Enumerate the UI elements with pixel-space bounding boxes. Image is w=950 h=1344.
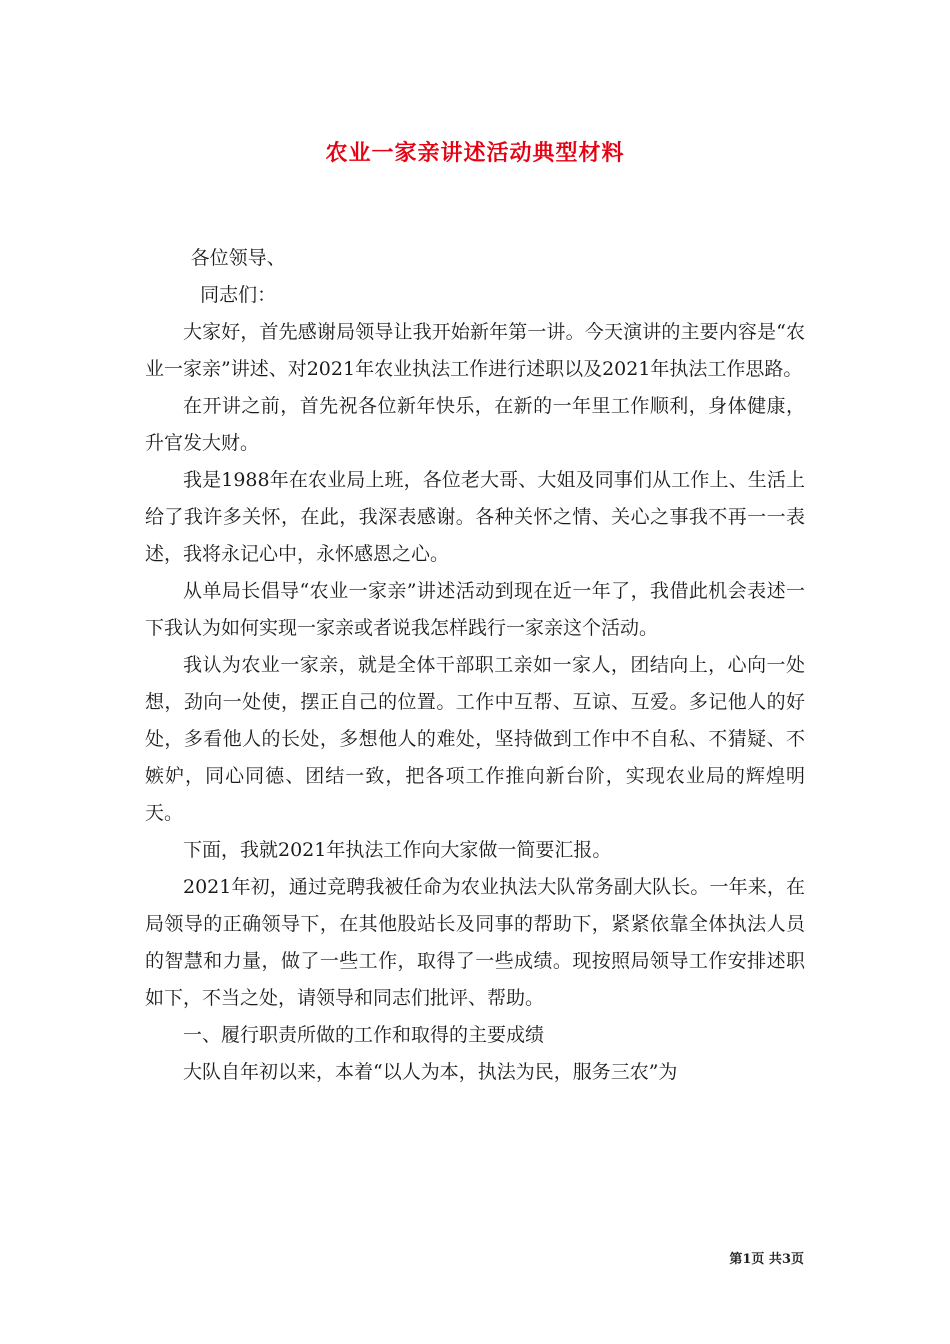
document-body (145, 240, 805, 1091)
paragraph-new-year-wishes: 在开讲之前，首先祝各位新年快乐，在新的一年里工作顺利，身体健康，升官发大财。 (145, 395, 805, 454)
footer-total-pages: 3 (781, 1252, 791, 1267)
paragraph-family-meaning: 我认为农业一家亲，就是全体干部职工亲如一家人，团结向上，心向一处想，劲向一处使，摆正自己的位置。工作中互帮、互谅、互爱。多记他人的好处，多看他人的长处，多想他人的难处，坚持做到工作中不自私、不猜疑、不嫉妒，同心同德、团结一致，把各项工作推向新台阶，实现农业局的辉煌明天。 (145, 654, 805, 824)
salutation-comrades: 同志们： (200, 284, 277, 306)
page-number-footer (729, 1248, 804, 1267)
paragraph-appointment: 2021年初，通过竞聘我被任命为农业执法大队常务副大队长。一年来，在局领导的正确领导下，在其他股站长及同事的帮助下，紧紧依靠全体执法人员的智慧和力量，做了一些工作，取得了一些成绩。现按照局领导工作安排述职如下，不当之处，请领导和同志们批评、帮助。 (145, 876, 805, 1009)
paragraph-greeting: 大家好，首先感谢局领导让我开始新年第一讲。今天演讲的主要内容是“农业一家亲”讲述、对2021年农业执法工作进行述职以及2021年执法工作思路。 (145, 321, 805, 380)
document-title: 农业一家亲讲述活动典型材料 (325, 140, 625, 166)
footer-current-page: 1 (742, 1252, 752, 1267)
paragraph-report-intro: 下面，我就2021年执法工作向大家做一简要汇报。 (183, 839, 612, 861)
paragraph-career-thanks: 我是1988年在农业局上班，各位老大哥、大姐及同事们从工作上、生活上给了我许多关怀，在此，我深表感谢。各种关怀之情、关心之事我不再一一表述，我将永记心中，永怀感恩之心。 (145, 469, 805, 565)
section-heading-achievements: 一、履行职责所做的工作和取得的主要成绩 (183, 1024, 545, 1046)
footer-middle: 页 共 (751, 1252, 782, 1267)
salutation-leaders: 各位领导、 (190, 247, 286, 269)
footer-prefix: 第 (729, 1252, 743, 1267)
paragraph-team-principles: 大队自年初以来，本着“以人为本，执法为民，服务三农”为 (183, 1061, 678, 1083)
paragraph-activity-intro: 从单局长倡导“农业一家亲”讲述活动到现在近一年了，我借此机会表述一下我认为如何实现一家亲或者说我怎样践行一家亲这个活动。 (145, 580, 805, 639)
footer-suffix: 页 (790, 1252, 804, 1267)
